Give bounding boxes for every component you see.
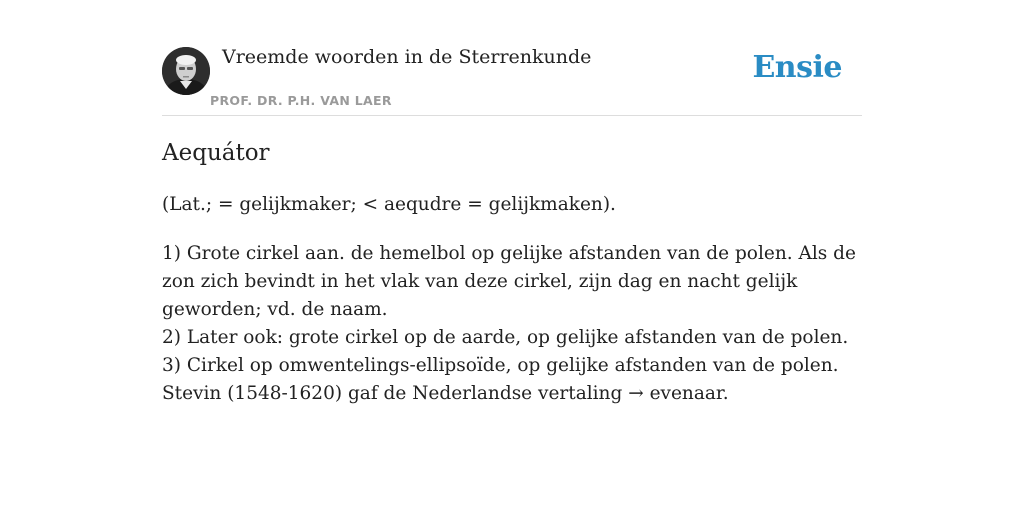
book-title[interactable]: Vreemde woorden in de Sterrenkunde <box>222 46 592 68</box>
ensie-logo[interactable]: Ensie <box>752 50 842 85</box>
page <box>162 0 862 404</box>
entry-definitions <box>162 240 862 408</box>
entry-title: Aequátor <box>162 140 270 166</box>
author-avatar[interactable] <box>162 47 210 95</box>
author-name[interactable]: PROF. DR. P.H. VAN LAER <box>210 93 392 108</box>
header <box>162 0 862 116</box>
definition-item: 3) Cirkel op omwentelings-ellipsoïde, op gelijke afstanden van de polen. Stevin (1548-1620) gaf de Nederlandse vertaling → evenaar. <box>162 355 839 404</box>
entry-etymology: (Lat.; = gelijkmaker; < aequdre = gelijkmaken). <box>162 194 616 215</box>
definition-item: 2) Later ook: grote cirkel op de aarde, op gelijke afstanden van de polen. <box>162 327 849 348</box>
definition-item: 1) Grote cirkel aan. de hemelbol op gelijke afstanden van de polen. Als de zon zich bevindt in het vlak van deze cirkel, zijn dag en nacht gelijk geworden; vd. de naam. <box>162 243 856 320</box>
